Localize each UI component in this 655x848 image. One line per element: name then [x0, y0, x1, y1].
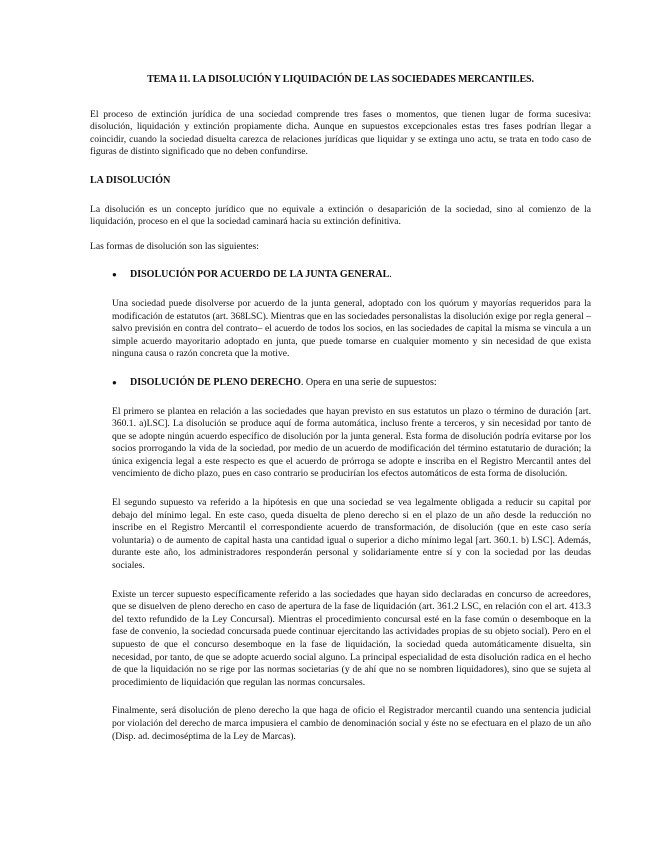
bullet-item-2 [112, 377, 591, 390]
intro-paragraph: El proceso de extinción jurídica de una sociedad comprende tres fases o momentos, que tienen lugar de forma sucesiva: disolución, liquidación y extinción propiamente dicha. Aunque en supuestos excepcionales estas tres fases podrían llegar a coincidir, cuando la sociedad disuelta carezca de relaciones jurídicas que liquidar y se extinga uno actu, se trata en todo caso de figuras de distinto significado que no deben confundirse. [90, 108, 591, 158]
bullet-2-paragraph-2: El segundo supuesto va referido a la hipótesis en que una sociedad se vea legalmente obligada a reducir su capital por debajo del mínimo legal. En este caso, queda disuelta de pleno derecho si en el plazo de un año desde la reducción no inscribe en el Registro Mercantil el correspondiente acuerdo de transformación, de disolución (que en este caso sería voluntaria) o de aumento de capital hasta una cantidad igual o superior a dicho mínimo legal [art. 360.1. b) LSC]. Además, durante este año, los administradores responderán personal y solidariamente entre sí y con la sociedad por las deudas sociales. [112, 497, 591, 572]
bullet-item-1 [112, 269, 591, 282]
document-title: TEMA 11. LA DISOLUCIÓN Y LIQUIDACIÓN DE LAS SOCIEDADES MERCANTILES. [147, 74, 534, 85]
section-heading: LA DISOLUCIÓN [90, 174, 171, 186]
bullet-2-tail: . Opera en una serie de supuestos: [300, 376, 437, 388]
bullet-2-paragraph-1: El primero se plantea en relación a las sociedades que hayan previsto en sus estatutos un plazo o término de duración [art. 360.1. a)LSC]. La disolución se produce aquí de forma automática, incluso frente a terceros, y sin necesidad por tanto de que se adopte ningún acuerdo específico de disolución por la junta general. Esta forma de disolución podría evitarse por los socios prorrogando la vida de la sociedad, por medio de un acuerdo de modificación del término estatutario de duración; la única exigencia legal a este respecto es que el acuerdo de prórroga se adopte e inscriba en el Registro Mercantil antes del vencimiento de dicho plazo, pues en caso contrario se producirían los efectos automáticos de esta forma de disolución. [112, 405, 591, 480]
bullet-2-title: DISOLUCIÓN DE PLENO DERECHO [130, 376, 301, 388]
bullet-dot-icon: ● [112, 377, 117, 387]
section-paragraph-1: La disolución es un concepto jurídico que no equivale a extinción o desaparición de la sociedad, sino al comienzo de la liquidación, proceso en el que la sociedad caminará hacia su extinción definitiva. [90, 203, 591, 228]
bullet-1-paragraph: Una sociedad puede disolverse por acuerdo de la junta general, adoptado con los quórum y mayorías requeridos para la modificación de estatutos (art. 368LSC). Mientras que en las sociedades personalistas la disolución exige por regla general –salvo previsión en contra del contrato– el acuerdo de todos los socios, en las sociedades de capital la misma se vincula a un simple acuerdo mayoritario adoptado en junta, que puede tomarse en cualquier momento y sin necesidad de que exista ninguna causa o razón concreta que la motive. [112, 297, 591, 360]
bullet-2-paragraph-3: Existe un tercer supuesto específicamente referido a las sociedades que hayan sido declaradas en concurso de acreedores, que se disuelven de pleno derecho en caso de apertura de la fase de liquidación (art. 361.2 LSC, en relación con el art. 413.3 del texto refundido de la Ley Concursal). Mientras el procedimiento concursal esté en la fase común o desemboque en la fase de convenio, la sociedad concursada puede continuar ejercitando las actividades propias de su objeto social). Pero en el supuesto de que el concurso desemboque en la fase de liquidación, la sociedad queda automáticamente disuelta, sin necesidad, por tanto, de que se adopte acuerdo social alguno. La principal especialidad de esta disolución radica en el hecho de que la liquidación no se rige por las normas societarias (y de ahí que no se nombren liquidadores), sino que se sujeta al procedimiento de liquidación que regulan las normas concursales. [112, 588, 591, 688]
bullet-2-paragraph-4: Finalmente, será disolución de pleno derecho la que haga de oficio el Registrador mercantil cuando una sentencia judicial por violación del derecho de marca impusiera el cambio de denominación social y éste no se efectuara en el plazo de un año (Disp. ad. decimoséptima de la Ley de Marcas). [112, 705, 591, 742]
bullet-1-tail: . [389, 269, 392, 281]
bullet-dot-icon: ● [112, 270, 117, 280]
section-paragraph-2: Las formas de disolución son las siguientes: [90, 240, 259, 252]
bullet-1-title: DISOLUCIÓN POR ACUERDO DE LA JUNTA GENERAL [130, 269, 390, 281]
